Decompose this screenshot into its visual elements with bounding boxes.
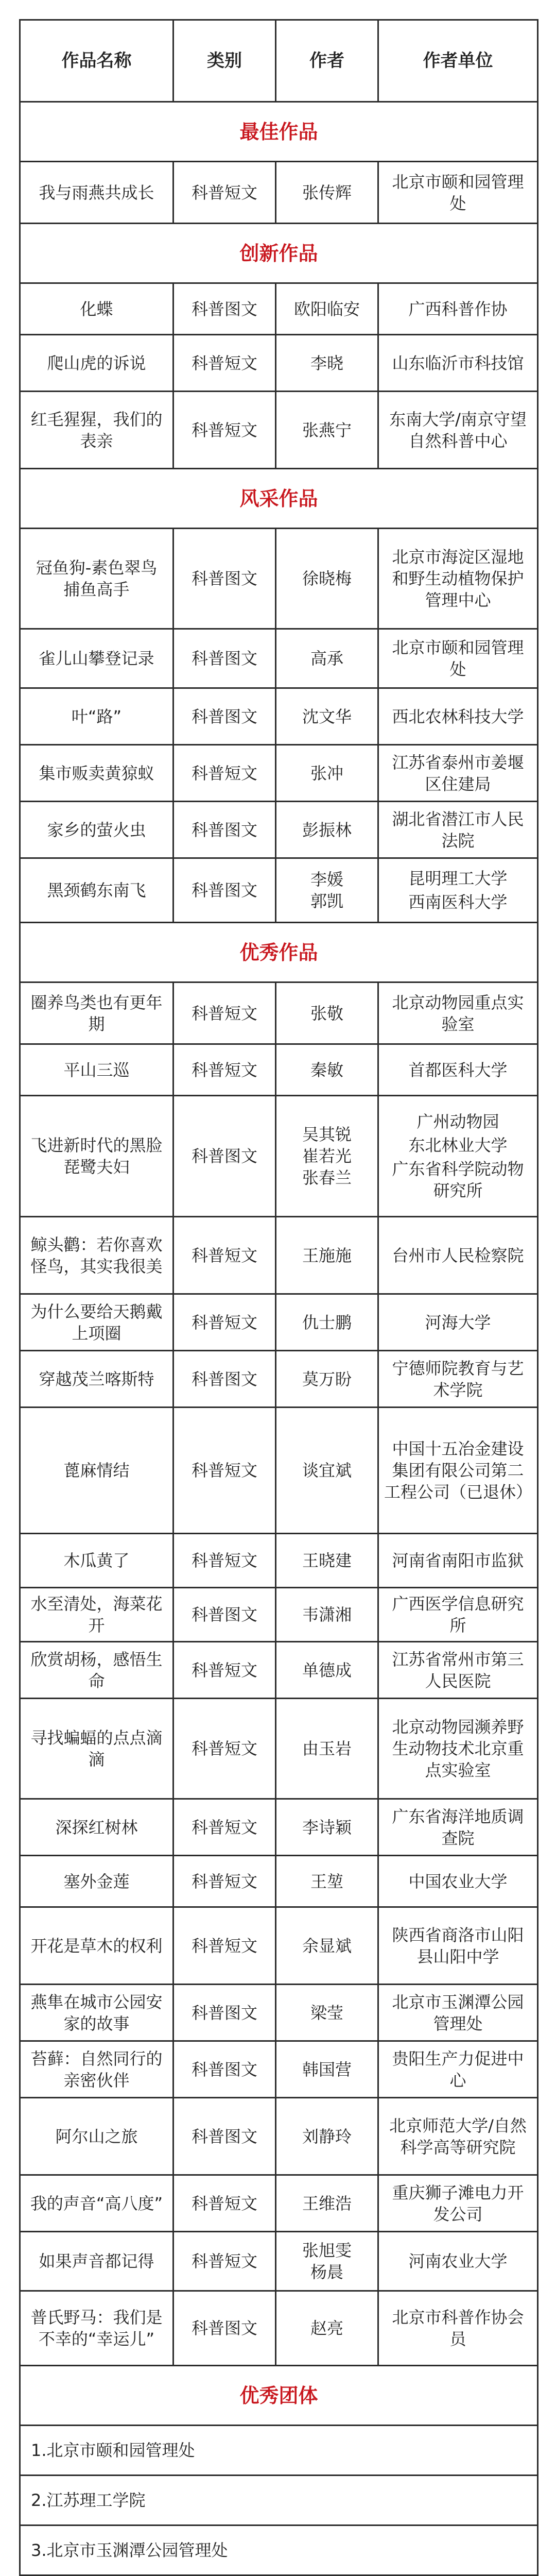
work-name-cell: 燕隼在城市公园安家的故事 [20, 1985, 173, 2041]
work-name-cell: 蓖麻情结 [20, 1408, 173, 1534]
work-name-cell: 我的声音“高八度” [20, 2175, 173, 2232]
table-row [20, 2041, 538, 2098]
author-name: 仇士鹏 [302, 1312, 352, 1332]
author-cell [276, 1351, 378, 1408]
author-cell [276, 1294, 378, 1351]
header-category: 类别 [173, 20, 276, 102]
table-row [20, 1294, 538, 1351]
table-row [20, 1642, 538, 1699]
author-name: 张燕宁 [302, 420, 352, 440]
work-name-cell: 普氏野马：我们是不幸的“幸运儿” [20, 2291, 173, 2366]
section-title: 优秀作品 [20, 923, 538, 982]
author-cell [276, 745, 378, 802]
author-name: 张旭雯 [302, 2241, 352, 2260]
author-name: 郭凯 [310, 891, 343, 911]
category-cell: 科普短文 [173, 1294, 276, 1351]
category-cell: 科普图文 [173, 629, 276, 688]
author-cell [276, 2175, 378, 2232]
author-name: 韩国营 [302, 2059, 352, 2079]
author-name: 由玉岩 [302, 1739, 352, 1758]
work-name-cell: 苔藓：自然同行的亲密伙伴 [20, 2041, 173, 2098]
table-row [20, 2291, 538, 2366]
unit-cell: 北京市颐和园管理处 [378, 162, 538, 224]
table-row [20, 858, 538, 923]
table-row [20, 162, 538, 224]
section-header-row [20, 2366, 538, 2426]
category-cell: 科普短文 [173, 1408, 276, 1534]
work-name-cell: 阿尔山之旅 [20, 2098, 173, 2175]
table-row [20, 2232, 538, 2291]
work-name-cell: 雀儿山攀登记录 [20, 629, 173, 688]
unit-line: 西南医科大学 [408, 892, 508, 912]
work-name-cell: 如果声音都记得 [20, 2232, 173, 2291]
unit-line: 昆明理工大学 [408, 869, 508, 888]
category-cell: 科普图文 [173, 858, 276, 923]
unit-cell: 西北农林科技大学 [378, 688, 538, 745]
author-name: 沈文华 [302, 706, 352, 726]
team-row [20, 2426, 538, 2476]
author-name: 单德成 [302, 1660, 352, 1680]
category-cell: 科普图文 [173, 1588, 276, 1642]
table-row [20, 529, 538, 629]
work-name-cell: 开花是草木的权利 [20, 1907, 173, 1985]
unit-line: 广东省科学院动物研究所 [392, 1159, 524, 1200]
unit-cell: 广西科普作协 [378, 283, 538, 335]
header-author: 作者 [276, 20, 378, 102]
author-name: 韦潇湘 [302, 1605, 352, 1624]
awards-table [19, 19, 538, 2576]
author-name: 张传辉 [302, 182, 352, 202]
work-name-cell: 冠鱼狗-素色翠鸟 捕鱼高手 [20, 529, 173, 629]
author-name: 莫万盼 [302, 1369, 352, 1389]
category-cell: 科普短文 [173, 1044, 276, 1096]
author-cell [276, 858, 378, 923]
author-name: 刘静玲 [302, 2126, 352, 2146]
author-cell [276, 2291, 378, 2366]
work-name-cell: 叶“路” [20, 688, 173, 745]
table-row [20, 1096, 538, 1217]
author-name: 欧阳临安 [293, 299, 360, 319]
author-name: 高承 [310, 649, 343, 668]
unit-cell: 台州市人民检察院 [378, 1217, 538, 1294]
author-cell [276, 1799, 378, 1856]
category-cell: 科普图文 [173, 1351, 276, 1408]
author-name: 徐晓梅 [302, 569, 352, 588]
author-name: 张敬 [310, 1003, 343, 1023]
category-cell: 科普短文 [173, 745, 276, 802]
category-cell: 科普图文 [173, 802, 276, 858]
section-title: 创新作品 [20, 224, 538, 283]
author-name: 王施施 [302, 1245, 352, 1265]
team-name: 2.江苏理工学院 [20, 2476, 538, 2526]
unit-line: 东北林业大学 [408, 1136, 508, 1155]
author-name: 李诗颖 [302, 1817, 352, 1837]
author-name: 李媛 [310, 870, 343, 889]
work-name-cell: 集市贩卖黄猄蚁 [20, 745, 173, 802]
table-row [20, 1699, 538, 1799]
author-name: 梁莹 [310, 2003, 343, 2023]
author-name: 崔若光 [302, 1146, 352, 1166]
author-cell [276, 1699, 378, 1799]
category-cell: 科普短文 [173, 1907, 276, 1985]
author-cell [276, 1096, 378, 1217]
header-work-name: 作品名称 [20, 20, 173, 102]
category-cell: 科普图文 [173, 688, 276, 745]
author-cell [276, 2098, 378, 2175]
author-cell [276, 283, 378, 335]
unit-cell: 首都医科大学 [378, 1044, 538, 1096]
header-row [20, 20, 538, 102]
author-cell [276, 802, 378, 858]
category-cell: 科普图文 [173, 2041, 276, 2098]
section-header-row [20, 923, 538, 982]
table-row [20, 1351, 538, 1408]
work-name-cell: 欣赏胡杨，感悟生命 [20, 1642, 173, 1699]
author-cell [276, 529, 378, 629]
unit-cell: 江苏省常州市第三人民医院 [378, 1642, 538, 1699]
table-row [20, 1588, 538, 1642]
work-name-cell: 深探红树林 [20, 1799, 173, 1856]
table-row [20, 1534, 538, 1588]
author-cell [276, 2232, 378, 2291]
table-row [20, 1907, 538, 1985]
table-row [20, 283, 538, 335]
author-cell [276, 1856, 378, 1907]
unit-cell: 广东省海洋地质调查院 [378, 1799, 538, 1856]
work-name-cell: 黑颈鹤东南飞 [20, 858, 173, 923]
author-name: 李晓 [310, 353, 343, 373]
category-cell: 科普图文 [173, 2291, 276, 2366]
category-cell: 科普短文 [173, 392, 276, 469]
author-name: 张春兰 [302, 1168, 352, 1188]
unit-cell: 北京动物园重点实验室 [378, 982, 538, 1044]
table-row [20, 1799, 538, 1856]
author-cell [276, 982, 378, 1044]
unit-cell: 河南省南阳市监狱 [378, 1534, 538, 1588]
team-name: 3.北京市玉渊潭公园管理处 [20, 2526, 538, 2575]
category-cell: 科普图文 [173, 283, 276, 335]
section-title: 优秀团体 [20, 2366, 538, 2426]
work-name-cell: 寻找蝙蝠的点点滴滴 [20, 1699, 173, 1799]
work-name-cell: 鲸头鹳：若你喜欢怪鸟，其实我很美 [20, 1217, 173, 1294]
work-name-cell: 我与雨燕共成长 [20, 162, 173, 224]
table-body [20, 102, 538, 2576]
category-cell: 科普短文 [173, 2232, 276, 2291]
unit-cell: 贵阳生产力促进中心 [378, 2041, 538, 2098]
section-title: 最佳作品 [20, 102, 538, 162]
author-name: 王堃 [310, 1871, 343, 1891]
category-cell: 科普短文 [173, 1534, 276, 1588]
author-name: 彭振林 [302, 820, 352, 840]
category-cell: 科普短文 [173, 2175, 276, 2232]
unit-line: 广州动物园 [416, 1112, 499, 1131]
unit-cell: 陕西省商洛市山阳县山阳中学 [378, 1907, 538, 1985]
team-row [20, 2526, 538, 2575]
author-cell [276, 1534, 378, 1588]
table-row [20, 1217, 538, 1294]
table-row [20, 1044, 538, 1096]
section-header-row [20, 469, 538, 529]
author-cell [276, 392, 378, 469]
work-name-cell: 平山三巡 [20, 1044, 173, 1096]
author-cell [276, 162, 378, 224]
category-cell: 科普短文 [173, 1699, 276, 1799]
section-header-row [20, 224, 538, 283]
work-name-cell: 水至清处，海菜花开 [20, 1588, 173, 1642]
work-name-cell: 红毛猩猩，我们的表亲 [20, 392, 173, 469]
table-row [20, 688, 538, 745]
work-name-cell: 圈养鸟类也有更年期 [20, 982, 173, 1044]
table-row [20, 1856, 538, 1907]
work-name-cell: 家乡的萤火虫 [20, 802, 173, 858]
author-cell [276, 1642, 378, 1699]
author-name: 吴其锐 [302, 1125, 352, 1144]
author-name: 赵亮 [310, 2318, 343, 2338]
unit-cell: 河南农业大学 [378, 2232, 538, 2291]
author-cell [276, 1408, 378, 1534]
unit-cell: 中国十五冶金建设集团有限公司第二工程公司（已退休） [378, 1408, 538, 1534]
category-cell: 科普短文 [173, 1642, 276, 1699]
unit-cell: 山东临沂市科技馆 [378, 335, 538, 392]
work-name-cell: 爬山虎的诉说 [20, 335, 173, 392]
team-row [20, 2476, 538, 2526]
category-cell: 科普短文 [173, 1799, 276, 1856]
work-name-cell: 穿越茂兰喀斯特 [20, 1351, 173, 1408]
table-row [20, 2175, 538, 2232]
table-row [20, 802, 538, 858]
header-unit: 作者单位 [378, 20, 538, 102]
work-name-cell: 塞外金莲 [20, 1856, 173, 1907]
work-name-cell: 飞进新时代的黑脸琵鹭夫妇 [20, 1096, 173, 1217]
author-cell [276, 688, 378, 745]
unit-cell: 重庆狮子滩电力开发公司 [378, 2175, 538, 2232]
work-name-cell: 化蝶 [20, 283, 173, 335]
author-cell [276, 1044, 378, 1096]
unit-cell: 河海大学 [378, 1294, 538, 1351]
category-cell: 科普短文 [173, 982, 276, 1044]
author-name: 王晓建 [302, 1551, 352, 1570]
unit-cell [378, 858, 538, 923]
author-name: 秦敏 [310, 1060, 343, 1080]
unit-cell: 北京动物园濒养野生动物技术北京重点实验室 [378, 1699, 538, 1799]
category-cell: 科普短文 [173, 335, 276, 392]
unit-cell: 东南大学/南京守望自然科普中心 [378, 392, 538, 469]
work-name-cell: 木瓜黄了 [20, 1534, 173, 1588]
unit-cell: 中国农业大学 [378, 1856, 538, 1907]
table-row [20, 745, 538, 802]
author-name: 余显斌 [302, 1936, 352, 1956]
author-cell [276, 629, 378, 688]
table-row [20, 2098, 538, 2175]
table-row [20, 629, 538, 688]
unit-cell: 北京市玉渊潭公园管理处 [378, 1985, 538, 2041]
category-cell: 科普短文 [173, 162, 276, 224]
section-header-row [20, 102, 538, 162]
unit-cell: 广西医学信息研究所 [378, 1588, 538, 1642]
category-cell: 科普短文 [173, 1217, 276, 1294]
author-cell [276, 335, 378, 392]
category-cell: 科普图文 [173, 529, 276, 629]
table-row [20, 982, 538, 1044]
unit-cell: 湖北省潜江市人民法院 [378, 802, 538, 858]
category-cell: 科普短文 [173, 1856, 276, 1907]
unit-cell: 江苏省泰州市姜堰区住建局 [378, 745, 538, 802]
unit-cell: 北京市海淀区湿地和野生动植物保护管理中心 [378, 529, 538, 629]
section-title: 风采作品 [20, 469, 538, 529]
unit-cell: 北京市科普作协会员 [378, 2291, 538, 2366]
author-cell [276, 1217, 378, 1294]
unit-cell: 北京市颐和园管理处 [378, 629, 538, 688]
table-row [20, 1408, 538, 1534]
author-name: 杨晨 [310, 2262, 343, 2282]
author-cell [276, 1907, 378, 1985]
category-cell: 科普图文 [173, 2098, 276, 2175]
author-name: 王维浩 [302, 2193, 352, 2213]
category-cell: 科普图文 [173, 1096, 276, 1217]
team-name: 1.北京市颐和园管理处 [20, 2426, 538, 2476]
author-cell [276, 1985, 378, 2041]
table-row [20, 335, 538, 392]
work-name-cell: 为什么要给天鹅戴上项圈 [20, 1294, 173, 1351]
unit-cell: 宁德师院教育与艺术学院 [378, 1351, 538, 1408]
unit-cell: 北京师范大学/自然科学高等研究院 [378, 2098, 538, 2175]
author-cell [276, 1588, 378, 1642]
unit-cell [378, 1096, 538, 1217]
table-row [20, 1985, 538, 2041]
author-cell [276, 2041, 378, 2098]
category-cell: 科普图文 [173, 1985, 276, 2041]
table-row [20, 392, 538, 469]
author-name: 张冲 [310, 763, 343, 783]
author-name: 谈宜斌 [302, 1461, 352, 1480]
